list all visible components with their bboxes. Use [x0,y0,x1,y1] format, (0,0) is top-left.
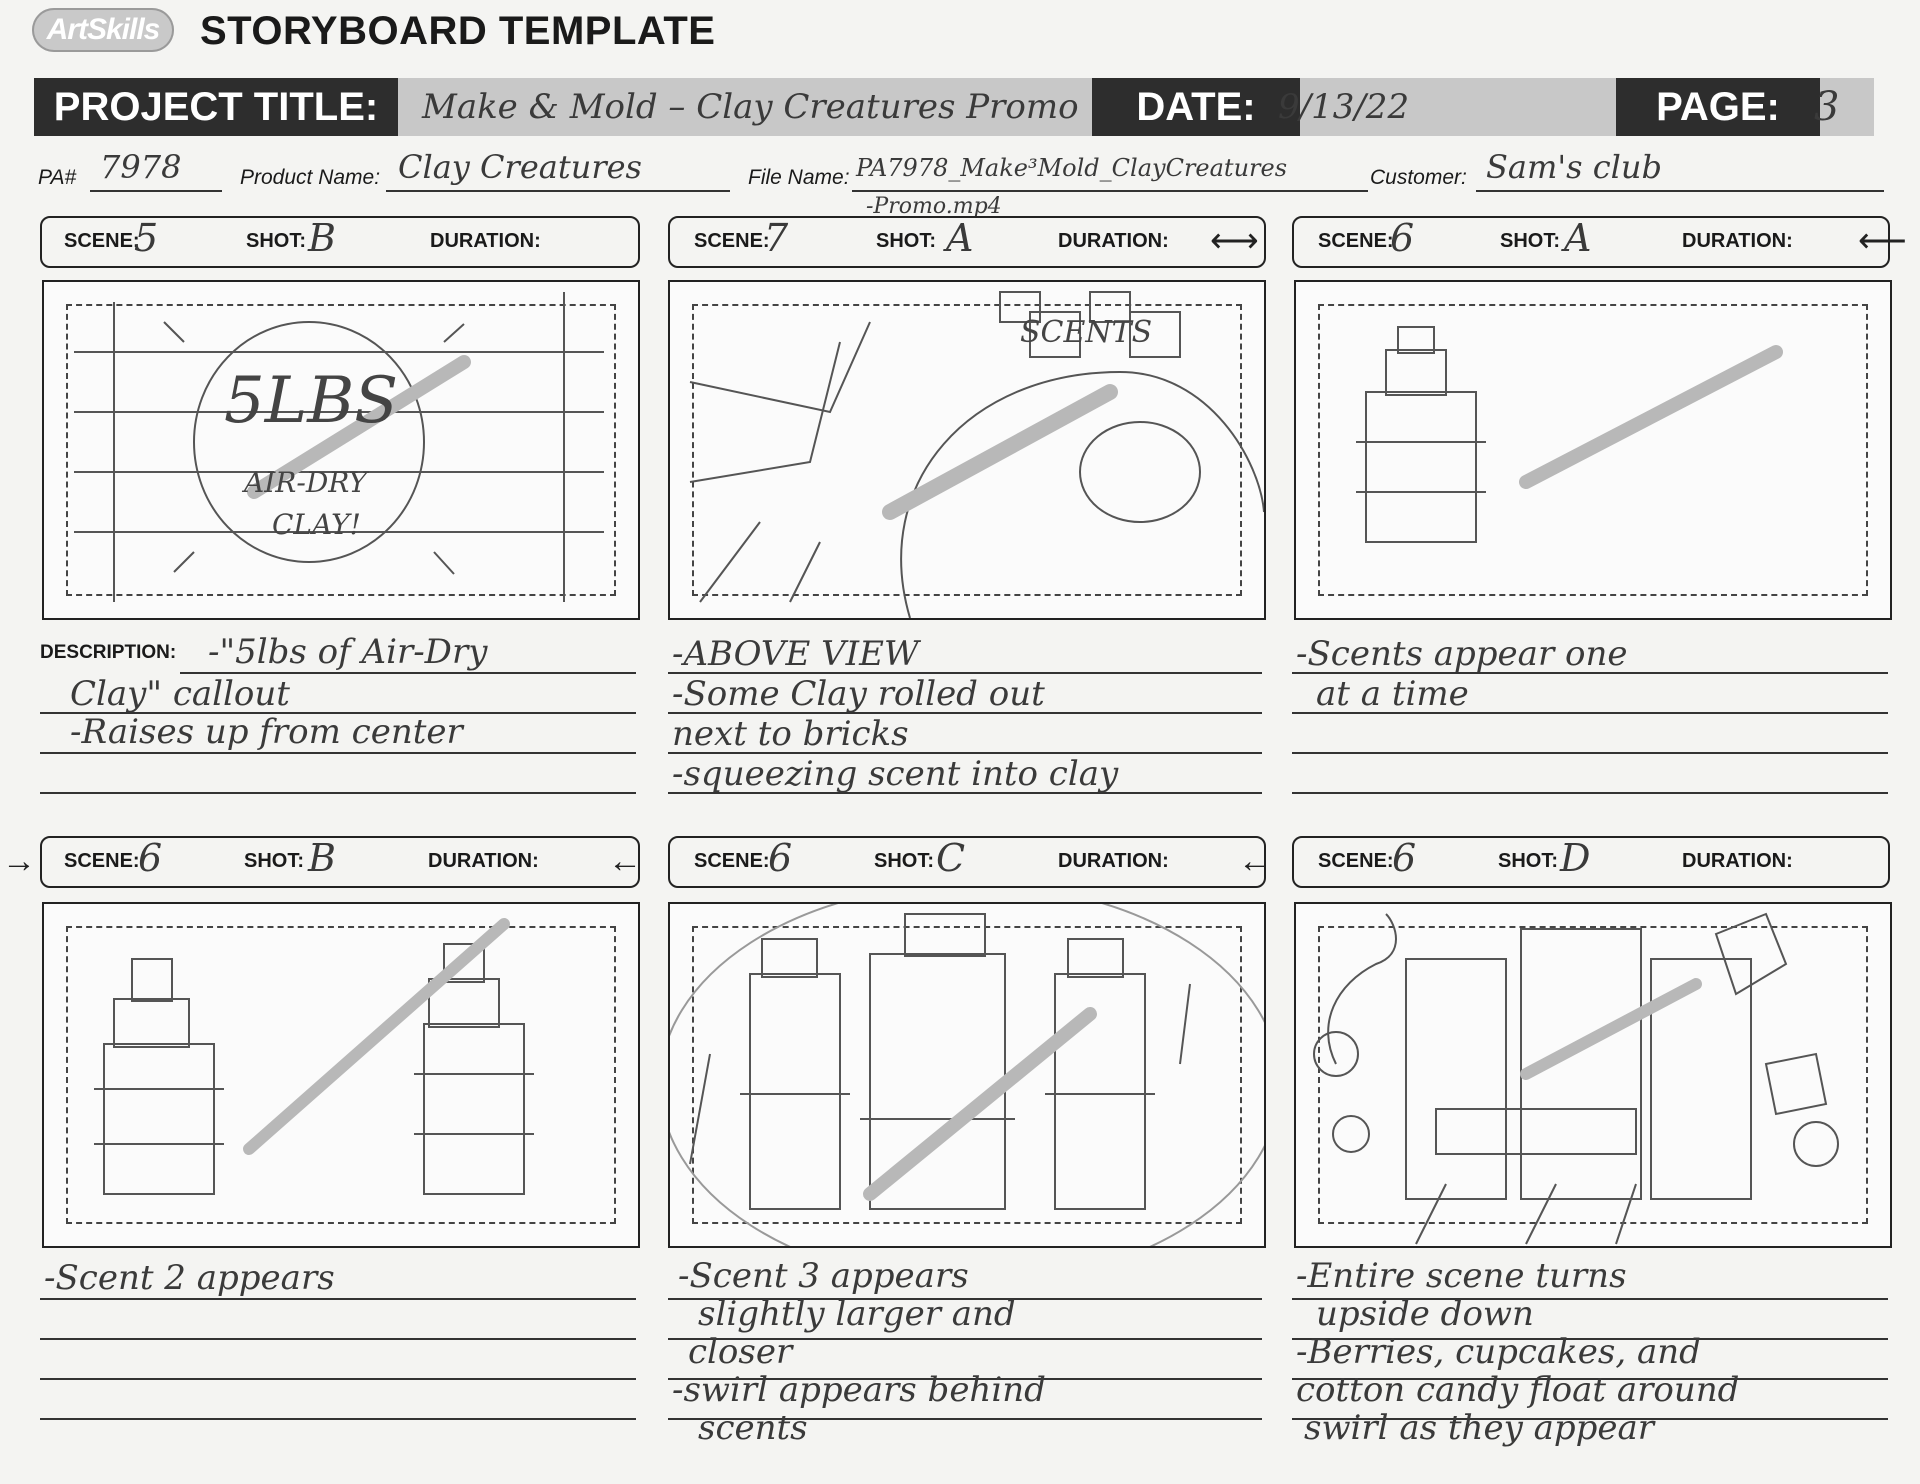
customer-value[interactable]: Sam's club [1486,148,1662,186]
description-line[interactable]: Clay" callout [70,674,290,714]
sketch-callout [44,282,638,618]
panel-2-frame [668,280,1266,620]
arrow-right-icon: → [2,842,36,880]
panel-5-header [668,836,1266,888]
panel-4-frame [42,902,640,1248]
duration-label: DURATION: [1682,850,1793,872]
duration-label: DURATION: [428,850,539,872]
panel-5-frame [668,902,1266,1248]
pa-value[interactable]: 7978 [100,148,182,186]
shot-value[interactable]: B [308,216,336,260]
panel-6-header [1292,836,1890,888]
duration-label: DURATION: [430,230,541,252]
shot-label: SHOT: [874,850,934,872]
sketch-scent-3-swirl [670,904,1264,1246]
description-line[interactable]: -ABOVE VIEW [672,634,919,674]
sketch-text: SCENTS [1020,315,1153,350]
arrow-left-icon: ⟵ [1858,222,1907,260]
shot-value[interactable]: A [946,216,974,260]
description-line[interactable]: swirl as they appear [1304,1408,1655,1448]
panel-2-header [668,216,1266,268]
scene-value[interactable]: 5 [134,216,159,260]
scene-label: SCENE: [694,850,770,872]
panel-3-frame [1294,280,1892,620]
sketch-above-view [670,282,1264,618]
shot-label: SHOT: [1498,850,1558,872]
sketch-scent-1 [1296,282,1890,618]
shot-value[interactable]: C [936,836,966,880]
shot-label: SHOT: [876,230,936,252]
date-label: DATE: [1092,78,1300,136]
description-line[interactable]: -Some Clay rolled out [672,674,1045,714]
pa-underline [90,190,222,192]
project-info-row [0,148,1920,219]
panel-1-frame [42,280,640,620]
panel-1-header [40,216,640,268]
shot-label: SHOT: [244,850,304,872]
scene-label: SCENE: [64,230,140,252]
sketch-text: 5LBS [224,364,399,438]
arrow-left-icon: ← [608,842,642,880]
scene-value[interactable]: 6 [1392,836,1417,880]
description-line[interactable]: -swirl appears behind [672,1370,1046,1410]
product-name-underline [386,190,730,192]
artskills-logo: ArtSkills [32,8,174,52]
sketch-text: CLAY! [272,508,361,541]
sketch-text: AIR-DRY [244,466,367,499]
panel-1-description [40,630,636,800]
description-line[interactable]: slightly larger and [698,1294,1016,1334]
panel-2-description [668,630,1262,800]
description-line[interactable]: -"5lbs of Air-Dry [208,632,488,672]
date-value[interactable]: 9/13/22 [1278,87,1410,127]
transition-arrow-icon: ⟷ [1210,222,1259,260]
project-title-value[interactable]: Make & Mold – Clay Creatures Promo [422,87,1079,127]
description-line[interactable]: at a time [1316,674,1469,714]
scene-label: SCENE: [1318,230,1394,252]
customer-label: Customer: [1370,166,1467,189]
description-line[interactable]: -Scents appear one [1296,634,1628,674]
customer-underline [1476,190,1884,192]
panel-4-description [40,1256,636,1456]
pa-label: PA# [38,166,77,189]
panel-6-frame [1294,902,1892,1248]
description-line[interactable]: -Scent 2 appears [44,1258,335,1298]
scene-label: SCENE: [694,230,770,252]
description-line[interactable]: upside down [1316,1294,1534,1334]
project-title-bar [34,78,1874,136]
shot-label: SHOT: [1500,230,1560,252]
arrow-left-icon: ← [1238,842,1272,880]
description-line[interactable]: -squeezing scent into clay [672,754,1119,794]
page-value[interactable]: 3 [1814,84,1840,130]
description-label: DESCRIPTION: [40,642,177,663]
duration-label: DURATION: [1058,230,1169,252]
scene-label: SCENE: [1318,850,1394,872]
shot-label: SHOT: [246,230,306,252]
duration-label: DURATION: [1058,850,1169,872]
scene-label: SCENE: [64,850,140,872]
description-line[interactable]: -Berries, cupcakes, and [1296,1332,1701,1372]
file-name-value[interactable]: PA7978_Make³Mold_ClayCreatures [856,154,1288,182]
page-label: PAGE: [1616,78,1820,136]
panel-5-description [668,1256,1262,1456]
scene-value[interactable]: 6 [1390,216,1415,260]
description-line[interactable]: scents [698,1408,808,1448]
template-title: STORYBOARD TEMPLATE [200,9,716,53]
sketch-upside-down-scene [1296,904,1890,1246]
duration-label: DURATION: [1682,230,1793,252]
project-title-label: PROJECT TITLE: [34,78,398,136]
description-line[interactable]: next to bricks [672,714,909,754]
product-name-value[interactable]: Clay Creatures [398,148,642,186]
scene-value[interactable]: 6 [138,836,163,880]
description-line[interactable]: -Raises up from center [70,712,463,752]
description-line[interactable]: -Entire scene turns [1296,1256,1627,1296]
file-name-underline [852,190,1368,192]
scene-value[interactable]: 7 [764,216,789,260]
panel-3-header [1292,216,1890,268]
panel-4-header [40,836,640,888]
description-line[interactable]: -Scent 3 appears [678,1256,969,1296]
shot-value[interactable]: B [308,836,336,880]
panel-6-description [1292,1256,1888,1456]
sketch-scent-2 [44,904,638,1246]
shot-value[interactable]: D [1560,836,1591,880]
shot-value[interactable]: A [1564,216,1592,260]
product-name-label: Product Name: [240,166,381,189]
description-line[interactable]: cotton candy float around [1296,1370,1740,1410]
file-name-label: File Name: [748,166,850,189]
scene-value[interactable]: 6 [768,836,793,880]
file-name-value-line2[interactable]: -Promo.mp4 [866,194,1002,219]
description-line[interactable]: closer [688,1332,793,1372]
panel-3-description [1292,630,1888,800]
